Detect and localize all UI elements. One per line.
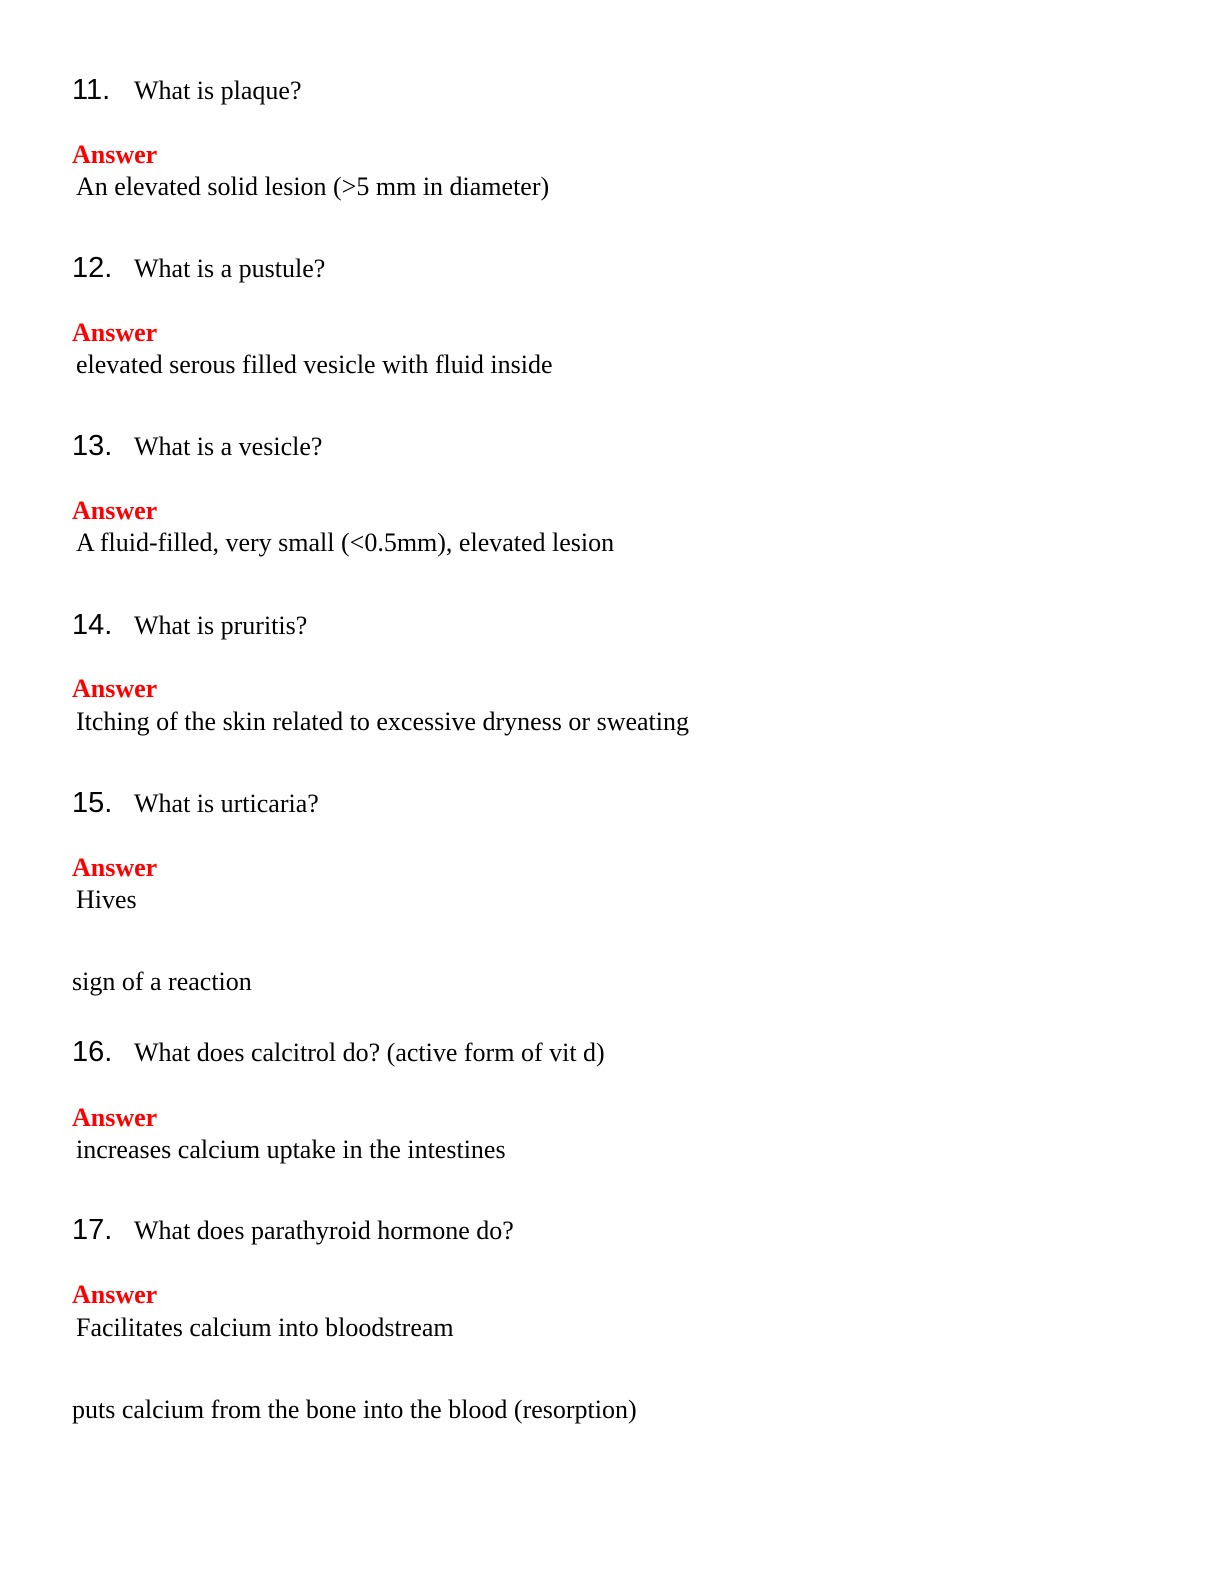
question-15 xyxy=(72,787,319,827)
question-text: What is a pustule? xyxy=(134,254,326,283)
question-number: 15. xyxy=(72,787,113,819)
question-13 xyxy=(72,430,322,470)
answer-label: Answer xyxy=(72,1103,158,1132)
answer-text: Hives xyxy=(76,885,137,914)
question-14 xyxy=(72,609,307,649)
question-number: 14. xyxy=(72,609,113,641)
answer-label: Answer xyxy=(72,496,158,525)
answer-text: Facilitates calcium into bloodstream xyxy=(76,1313,454,1342)
question-12 xyxy=(72,252,325,292)
question-text: What is a vesicle? xyxy=(134,432,323,461)
answer-text: increases calcium uptake in the intestines xyxy=(76,1135,506,1164)
question-text: What is pruritis? xyxy=(134,611,308,640)
answer-note: puts calcium from the bone into the blood (resorption) xyxy=(72,1395,637,1424)
question-11 xyxy=(72,74,302,114)
question-number: 12. xyxy=(72,252,113,284)
answer-text: elevated serous filled vesicle with fluid inside xyxy=(76,350,553,379)
question-number: 16. xyxy=(72,1036,113,1068)
answer-text: An elevated solid lesion (>5 mm in diameter) xyxy=(76,172,550,201)
answer-note: sign of a reaction xyxy=(72,967,252,996)
question-16 xyxy=(72,1036,605,1076)
answer-text: A fluid-filled, very small (<0.5mm), elevated lesion xyxy=(76,528,615,557)
question-text: What is urticaria? xyxy=(134,789,319,818)
question-text: What is plaque? xyxy=(134,76,302,105)
answer-label: Answer xyxy=(72,853,158,882)
question-number: 17. xyxy=(72,1214,113,1246)
answer-label: Answer xyxy=(72,318,158,347)
answer-label: Answer xyxy=(72,140,158,169)
question-number: 11. xyxy=(72,74,111,106)
question-text: What does calcitrol do? (active form of vit d) xyxy=(134,1038,605,1067)
answer-label: Answer xyxy=(72,674,158,703)
question-17 xyxy=(72,1214,514,1254)
question-text: What does parathyroid hormone do? xyxy=(134,1216,514,1245)
question-number: 13. xyxy=(72,430,113,462)
answer-label: Answer xyxy=(72,1280,158,1309)
answer-text: Itching of the skin related to excessive dryness or sweating xyxy=(76,707,689,736)
